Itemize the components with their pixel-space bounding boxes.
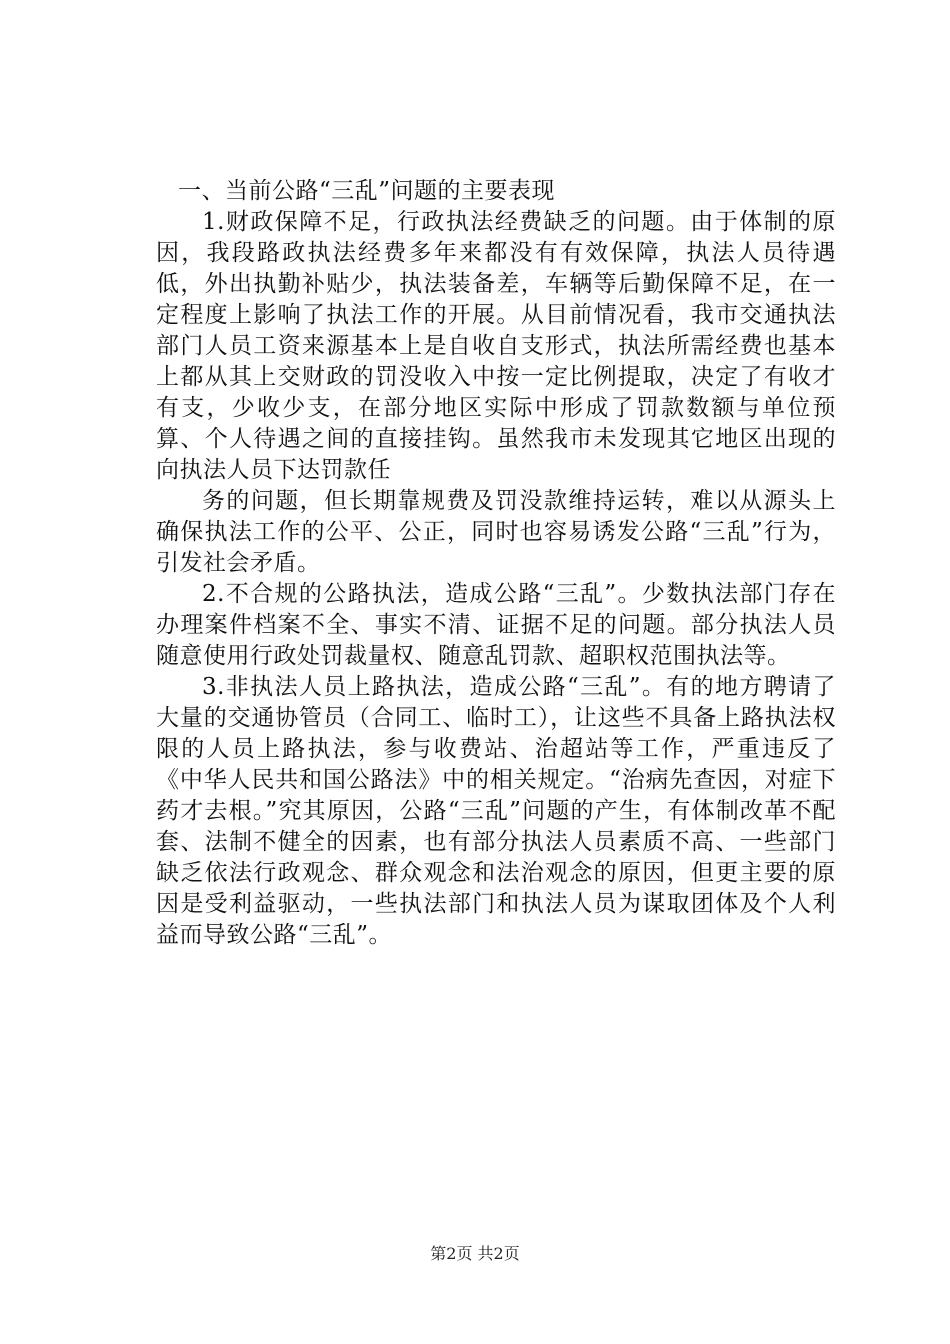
paragraph-2: 务的问题，但长期靠规费及罚没款维持运转，难以从源头上确保执法工作的公平、公正，同时也容易诱发公路“三乱”行为，引发社会矛盾。 (156, 488, 836, 576)
paragraph-3: 2.不合规的公路执法，造成公路“三乱”。少数执法部门存在办理案件档案不全、事实不清、证据不足的问题。部分执法人员随意使用行政处罚裁量权、随意乱罚款、超职权范围执法等。 (156, 581, 836, 669)
paragraph-1: 1.财政保障不足，行政执法经费缺乏的问题。由于体制的原因，我段路政执法经费多年来都没有有效保障，执法人员待遇低，外出执勤补贴少，执法装备差，车辆等后勤保障不足，在一定程度上影响了执法工作的开展。从目前情况看，我市交通执法部门人员工资来源基本上是自收自支形式，执法所需经费也基本上都从其上交财政的罚没收入中按一定比例提取，决定了有收才有支，少收少支，在部分地区实际中形成了罚款数额与单位预算、个人待遇之间的直接挂钩。虽然我市未发现其它地区出现的向执法人员下达罚款任 (156, 209, 836, 483)
page-footer: 第2页 共2页 (430, 1244, 520, 1263)
paragraph-4: 3.非执法人员上路执法，造成公路“三乱”。有的地方聘请了大量的交通协管员（合同工、临时工），让这些不具备上路执法权限的人员上路执法，参与收费站、治超站等工作，严重违反了《中华人民共和国公路法》中的相关规定。“治病先查因，对症下药才去根。”究其原因，公路“三乱”问题的产生，有体制改革不配套、法制不健全的因素，也有部分执法人员素质不高、一些部门缺乏依法行政观念、群众观念和法治观念的原因，但更主要的原因是受利益驱动，一些执法部门和执法人员为谋取团体及个人利益而导致公路“三乱”。 (156, 674, 836, 948)
document-body (156, 176, 836, 951)
section-heading: 一、当前公路“三乱”问题的主要表现 (178, 178, 556, 204)
